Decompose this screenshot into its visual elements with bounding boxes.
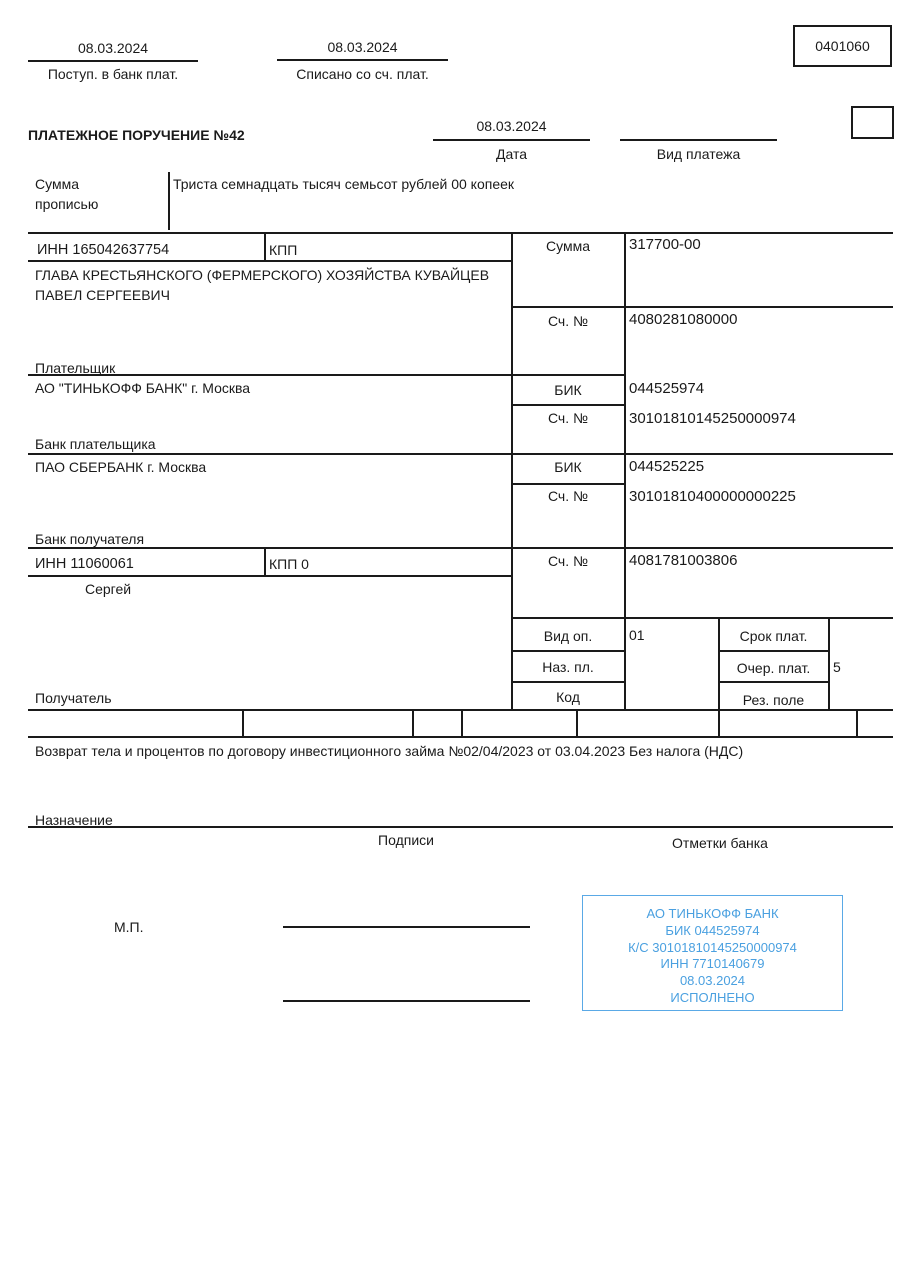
received-label: Поступ. в банк плат. — [47, 66, 179, 82]
debited-label: Списано со сч. плат. — [296, 66, 429, 82]
payee-bik: 044525225 — [629, 458, 705, 475]
payee-inn: ИНН 11060061 — [35, 556, 134, 572]
divider — [511, 483, 625, 485]
payer-label: Плательщик — [35, 360, 116, 376]
divider — [277, 59, 448, 61]
stamp-line: ИСПОЛНЕНО — [670, 989, 755, 1005]
divider — [412, 709, 414, 737]
reserve-label: Рез. поле — [742, 692, 805, 708]
divider — [511, 681, 625, 683]
payee-account-label: Сч. № — [547, 553, 589, 569]
divider — [718, 681, 829, 683]
divider — [264, 232, 266, 260]
order-date: 08.03.2024 — [476, 118, 547, 134]
payee-bank-name: ПАО СБЕРБАНК г. Москва — [35, 459, 207, 475]
payee-kpp: КПП 0 — [269, 556, 309, 572]
op-type-label: Вид оп. — [543, 628, 593, 644]
received-date: 08.03.2024 — [77, 40, 149, 56]
divider — [28, 547, 893, 549]
payer-corr: 30101810145250000974 — [629, 410, 796, 427]
divider — [511, 306, 893, 308]
divider — [461, 709, 463, 737]
payee-bik-label: БИК — [554, 459, 582, 475]
payer-inn: ИНН 165042637754 — [37, 242, 170, 258]
divider — [620, 139, 777, 141]
payer-name: ГЛАВА КРЕСТЬЯНСКОГО (ФЕРМЕРСКОГО) ХОЗЯЙСТВА КУВАЙЦЕВ — [35, 267, 490, 283]
payer-bik-label: БИК — [554, 382, 582, 398]
payee-name: Сергей — [85, 581, 132, 597]
code-label: Код — [556, 689, 580, 705]
form-code-box — [793, 25, 892, 67]
divider — [511, 404, 625, 406]
divider — [28, 453, 893, 455]
payer-kpp: КПП — [269, 242, 298, 258]
status-box — [851, 106, 894, 139]
payee-bank-label: Банк получателя — [35, 531, 145, 547]
priority-value: 5 — [833, 659, 841, 675]
stamp-line: 08.03.2024 — [679, 973, 746, 989]
signature-line — [283, 926, 530, 928]
page-title: ПЛАТЕЖНОЕ ПОРУЧЕНИЕ №42 — [28, 127, 245, 143]
form-code: 0401060 — [815, 38, 870, 54]
payer-bik: 044525974 — [629, 380, 705, 397]
payee-account: 4081781003806 — [629, 552, 738, 569]
sum-label: Сумма — [546, 238, 590, 254]
payer-account-label: Сч. № — [547, 313, 589, 329]
divider — [828, 617, 830, 710]
divider — [28, 232, 893, 234]
bank-marks-label: Отметки банка — [672, 835, 768, 851]
divider — [511, 374, 625, 376]
stamp-line: БИК 044525974 — [665, 922, 760, 938]
divider — [242, 709, 244, 737]
signatures-label: Подписи — [378, 832, 434, 848]
divider — [718, 650, 829, 652]
debited-date: 08.03.2024 — [327, 39, 398, 55]
sum-words-label: прописью — [35, 196, 99, 212]
order-date-label: Дата — [495, 146, 527, 162]
sum-words-label: Сумма — [35, 176, 79, 192]
divider — [511, 650, 625, 652]
payer-name: ПАВЕЛ СЕРГЕЕВИЧ — [35, 287, 170, 303]
sum-value: 317700-00 — [629, 236, 701, 253]
divider — [28, 575, 512, 577]
bank-stamp — [582, 895, 843, 1011]
payer-corr-label: Сч. № — [547, 410, 589, 426]
priority-label: Очер. плат. — [736, 660, 811, 676]
divider — [511, 617, 893, 619]
stamp-line: К/С 30101810145250000974 — [628, 939, 797, 955]
payment-type-label: Вид платежа — [656, 146, 741, 162]
divider — [433, 139, 590, 141]
divider — [264, 547, 266, 575]
purpose-text: Возврат тела и процентов по договору инвестиционного займа №02/04/2023 от 03.04.2023 Без налога (НДС) — [35, 743, 744, 759]
divider — [856, 709, 858, 737]
divider — [28, 826, 893, 828]
payer-bank-label: Банк плательщика — [35, 436, 156, 452]
signature-line — [283, 1000, 530, 1002]
op-type: 01 — [629, 627, 645, 643]
divider — [624, 232, 626, 710]
payer-account: 4080281080000 — [629, 311, 738, 328]
payer-bank-name: АО "ТИНЬКОФФ БАНК" г. Москва — [35, 380, 251, 396]
divider — [168, 172, 170, 230]
divider — [28, 260, 512, 262]
payee-corr: 30101810400000000225 — [629, 488, 796, 505]
purpose-label: Назначение — [35, 812, 113, 828]
divider — [576, 709, 578, 737]
payee-corr-label: Сч. № — [547, 488, 589, 504]
divider — [28, 60, 198, 62]
purpose-code-label: Наз. пл. — [542, 659, 594, 675]
payee-label: Получатель — [35, 690, 112, 706]
sum-words: Триста семнадцать тысяч семьсот рублей 00 копеек — [173, 176, 515, 192]
term-label: Срок плат. — [739, 628, 808, 644]
stamp-line: АО ТИНЬКОФФ БАНК — [646, 906, 779, 921]
mp-label: М.П. — [114, 919, 144, 935]
stamp-line: ИНН 7710140679 — [660, 956, 765, 972]
